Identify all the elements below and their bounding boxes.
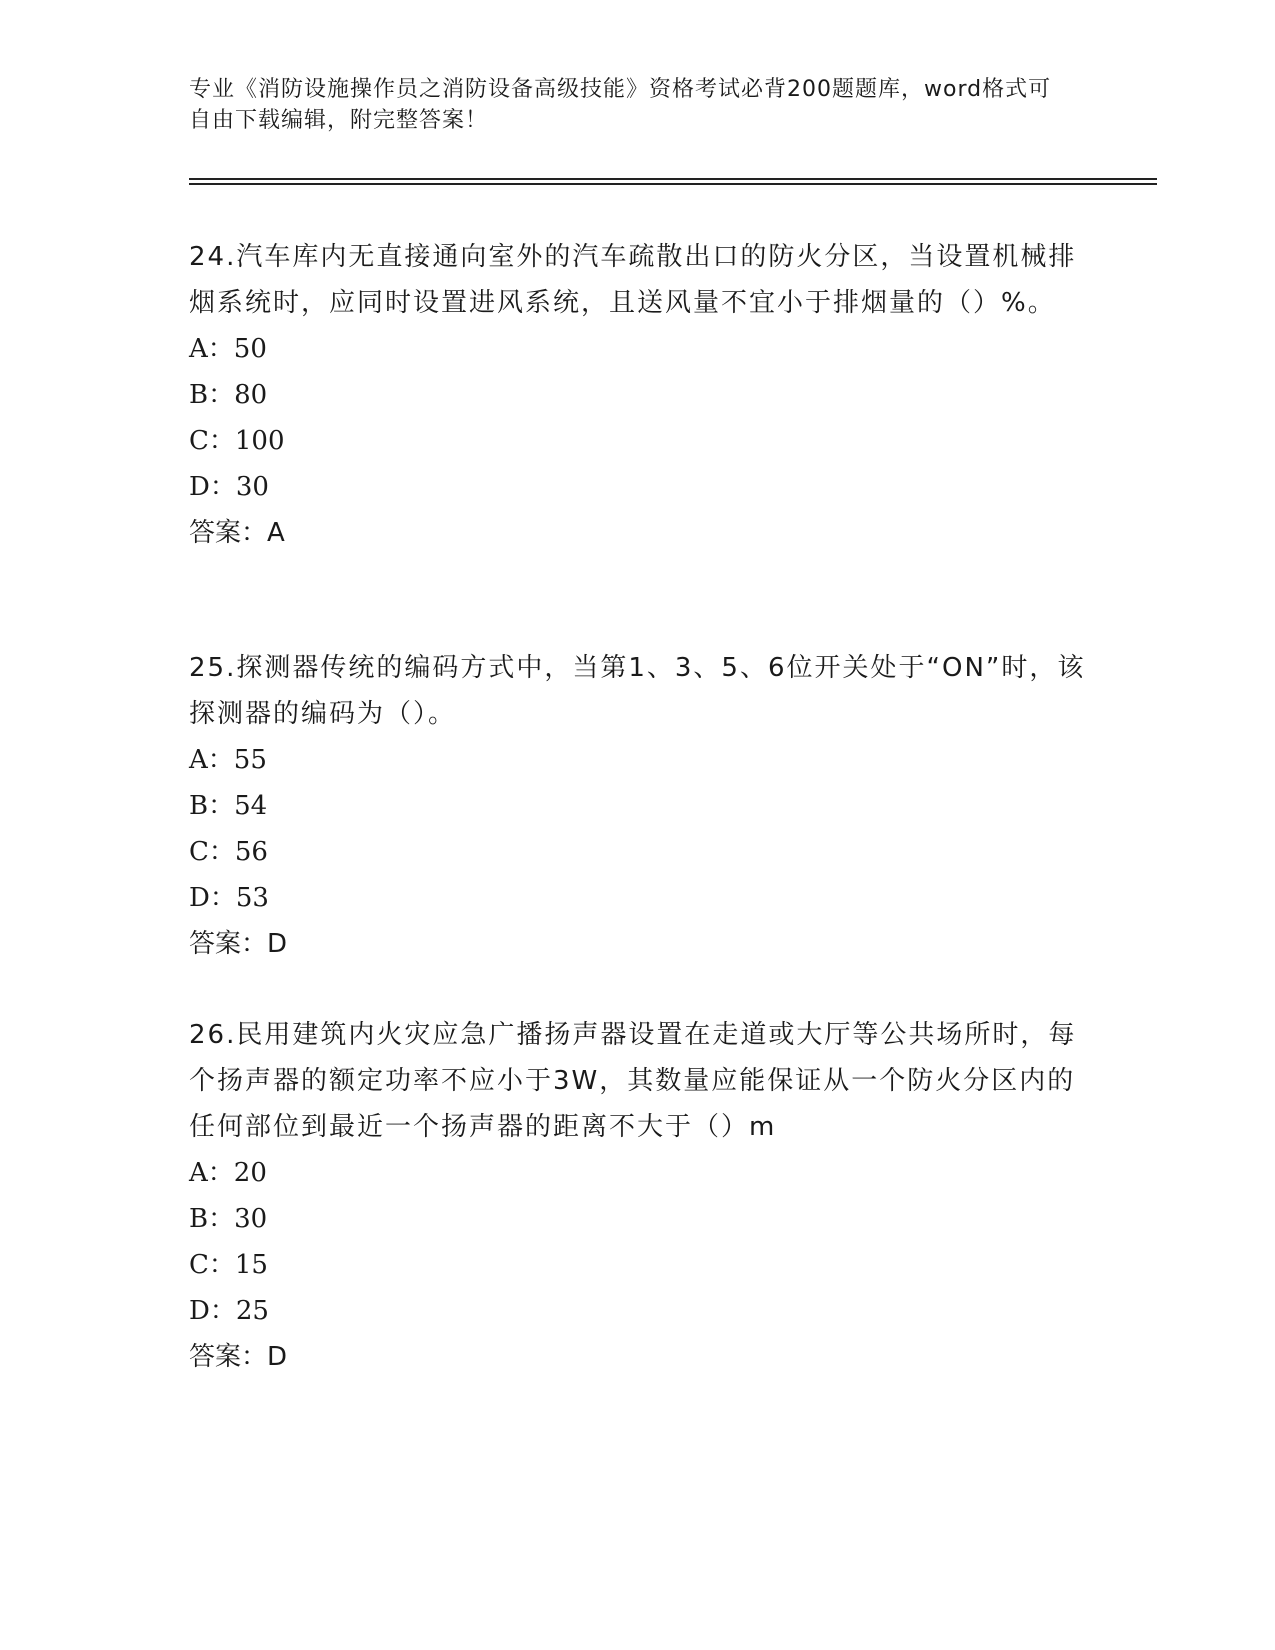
- document-intro: 专业《消防设施操作员之消防设备高级技能》资格考试必背200题题库，word格式可自由下载编辑，附完整答案！: [189, 77, 1052, 133]
- option-c: C：100: [189, 426, 285, 456]
- option-b: B：80: [189, 380, 268, 410]
- option-a: A：55: [189, 745, 267, 775]
- option-d: D：30: [189, 472, 269, 502]
- question-text: 25.探测器传统的编码方式中，当第1、3、5、6位开关处于“ON”时，该探测器的编码为（）。: [189, 653, 1086, 729]
- question-text: 24.汽车库内无直接通向室外的汽车疏散出口的防火分区，当设置机械排烟系统时，应同时设置进风系统，且送风量不宜小于排烟量的（）%。: [189, 242, 1077, 318]
- question-26: [189, 1012, 1089, 1380]
- option-a: A：50: [189, 334, 267, 364]
- header-divider-bottom: [189, 183, 1157, 185]
- question-25: [189, 645, 1089, 967]
- option-b: B：30: [189, 1204, 268, 1234]
- option-b: B：54: [189, 791, 268, 821]
- option-c: C：56: [189, 837, 268, 867]
- option-a: A：20: [189, 1158, 267, 1188]
- option-c: C：15: [189, 1250, 268, 1280]
- answer: 答案：D: [189, 1342, 288, 1372]
- option-d: D：25: [189, 1296, 269, 1326]
- option-d: D：53: [189, 883, 269, 913]
- question-text: 26.民用建筑内火灾应急广播扬声器设置在走道或大厅等公共场所时，每个扬声器的额定功率不应小于3W，其数量应能保证从一个防火分区内的任何部位到最近一个扬声器的距离不大于（）m: [189, 1020, 1077, 1142]
- answer: 答案：A: [189, 518, 285, 548]
- header-divider-top: [189, 178, 1157, 180]
- question-24: [189, 234, 1089, 556]
- answer: 答案：D: [189, 929, 288, 959]
